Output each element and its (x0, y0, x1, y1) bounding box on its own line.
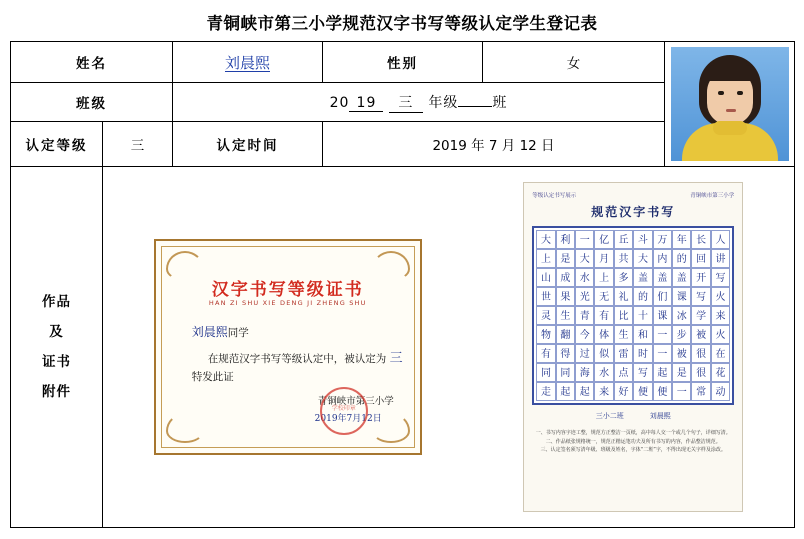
sheet-cell: 水 (594, 363, 613, 382)
time-value: 2019 年 7 月 12 日 (323, 122, 665, 167)
attachments-label-line-3: 证书 (42, 354, 71, 370)
sheet-title: 规范汉字书写 (591, 205, 676, 219)
sheet-cell: 斗 (633, 230, 652, 249)
attachments-area (103, 169, 794, 525)
certificate-name-line (192, 323, 249, 340)
certificate-org: 青铜峡市第三小学 (317, 396, 394, 407)
sheet-cell: 在 (711, 344, 730, 363)
sheet-cell: 开 (691, 268, 710, 287)
sheet-cell: 似 (594, 344, 613, 363)
class-no (458, 106, 492, 107)
sheet-cell: 有 (594, 306, 613, 325)
attachments-label-line-1: 作品 (42, 294, 71, 310)
sheet-cell: 同 (556, 363, 575, 382)
attachments-label (11, 287, 102, 407)
sheet-note-3: 三、认定签名须写清年级、班级及姓名，字体“二班”字，不得出现无关字样及涂改。 (540, 447, 726, 453)
name-value: 刘晨熙 (224, 53, 270, 72)
sheet-cell: 上 (536, 249, 555, 268)
certificate-body-line (208, 347, 403, 366)
sheet-cell: 的 (672, 249, 691, 268)
sheet-cell: 时 (633, 344, 652, 363)
page-title: 青铜峡市第三小学规范汉字书写等级认定学生登记表 (206, 14, 598, 33)
sheet-note-1: 一、书写内容字迹工整，规范方正整洁一页纸，高中每人交一个或几个句子，详细写清。 (535, 430, 731, 436)
sheet-cell: 花 (711, 363, 730, 382)
sheet-cell: 的 (633, 287, 652, 306)
gender-label: 性别 (323, 42, 483, 83)
sheet-cell: 今 (575, 325, 594, 344)
sheet-notes (532, 429, 734, 455)
attachments-cell (103, 167, 795, 528)
sheet-cell: 课 (672, 287, 691, 306)
student-photo (671, 47, 789, 161)
sheet-cell: 翻 (556, 325, 575, 344)
sheet-cell: 光 (575, 287, 594, 306)
sheet-cell: 写 (633, 363, 652, 382)
sheet-cell: 年 (672, 230, 691, 249)
sheet-cell: 果 (556, 287, 575, 306)
sheet-cell: 丘 (614, 230, 633, 249)
sheet-cell: 一 (653, 344, 672, 363)
sheet-cell: 海 (575, 363, 594, 382)
attachments-label-line-4: 附件 (42, 384, 71, 400)
sheet-cell: 点 (614, 363, 633, 382)
sheet-cell: 内 (653, 249, 672, 268)
sheet-header (532, 191, 734, 199)
sheet-cell: 礼 (614, 287, 633, 306)
attachments-label-line-2: 及 (49, 324, 64, 340)
sheet-cell: 利 (556, 230, 575, 249)
registration-form (10, 41, 795, 528)
sheet-cell: 大 (575, 249, 594, 268)
sheet-cell: 盖 (672, 268, 691, 287)
sheet-cell: 来 (594, 382, 613, 401)
class-line (330, 95, 508, 111)
sheet-header-right: 青铜峡市第三小学 (690, 193, 735, 199)
sheet-cell: 一 (653, 325, 672, 344)
sheet-cell: 好 (614, 382, 633, 401)
sheet-header-left: 等级认定书写展示 (532, 193, 577, 199)
sheet-cell: 便 (633, 382, 652, 401)
sheet-cell: 共 (614, 249, 633, 268)
sheet-cell: 水 (575, 268, 594, 287)
sheet-cell: 雷 (614, 344, 633, 363)
sheet-cell: 亿 (594, 230, 613, 249)
sheet-cell: 人 (711, 230, 730, 249)
sheet-cell: 世 (536, 287, 555, 306)
table-row (11, 167, 795, 528)
name-value-cell (173, 42, 323, 83)
sheet-cell: 回 (691, 249, 710, 268)
sheet-cell: 月 (594, 249, 613, 268)
sheet-cell: 生 (556, 306, 575, 325)
class-prefix: 20 (329, 94, 350, 111)
sheet-cell: 盖 (653, 268, 672, 287)
sheet-cell: 火 (711, 325, 730, 344)
sheet-cell: 和 (633, 325, 652, 344)
class-grade: 三 (389, 92, 423, 113)
certificate-footer: 特发此证 (191, 371, 234, 383)
sheet-cell: 步 (672, 325, 691, 344)
sheet-cell: 课 (653, 306, 672, 325)
sheet-cell: 盖 (633, 268, 652, 287)
sheet-cell: 起 (575, 382, 594, 401)
sheet-cell: 被 (672, 344, 691, 363)
sheet-cell: 过 (575, 344, 594, 363)
gender-value: 女 (483, 42, 665, 83)
sheet-signature (532, 411, 734, 421)
sheet-cell: 成 (556, 268, 575, 287)
sheet-note-2: 二、作品纸张规格统一，规范正楷运笔功夫及所有书写的内容，作品整洁规范。 (545, 438, 721, 445)
certificate-name: 刘晨熙 (191, 325, 228, 339)
sheet-cell: 是 (672, 363, 691, 382)
sheet-signature-class: 三小二班 (595, 412, 624, 420)
table-row (11, 42, 795, 83)
class-no-suffix: 班 (492, 94, 508, 111)
sheet-cell: 体 (594, 325, 613, 344)
sheet-cell: 山 (536, 268, 555, 287)
certificate-ornament-bottom-left (166, 413, 204, 443)
sheet-cell: 万 (653, 230, 672, 249)
certificate-pinyin: HAN ZI SHU XIE DENG JI ZHENG SHU (208, 299, 367, 307)
photo-eye-left (718, 91, 724, 95)
sheet-cell: 上 (594, 268, 613, 287)
sheet-cell: 同 (536, 363, 555, 382)
sheet-cell: 生 (614, 325, 633, 344)
time-label: 认定时间 (173, 122, 323, 167)
certificate-name-suffix: 同学 (227, 327, 249, 339)
sheet-cell: 很 (691, 344, 710, 363)
class-value-cell (173, 83, 665, 122)
photo-mouth (726, 109, 736, 112)
class-year: 19 (349, 95, 383, 112)
certificate-seal: 学校印章 (320, 387, 368, 435)
photo-fringe (703, 65, 757, 81)
sheet-cell: 灵 (536, 306, 555, 325)
level-label: 认定等级 (11, 122, 103, 167)
certificate-body-prefix: 在规范汉字书写等级认定中，被认定为 (207, 353, 387, 365)
sheet-cell: 青 (575, 306, 594, 325)
certificate-title: 汉字书写等级证书 (211, 280, 364, 300)
sheet-cell: 写 (691, 287, 710, 306)
certificate-date: 2019年7月12日 (314, 414, 382, 424)
sheet-signature-name: 刘晨熙 (649, 412, 671, 420)
sheet-cell: 来 (711, 306, 730, 325)
attachments-label-cell (11, 167, 103, 528)
sheet-cell: 走 (536, 382, 555, 401)
sheet-cell: 学 (691, 306, 710, 325)
sheet-cell: 起 (556, 382, 575, 401)
sheet-cell: 一 (575, 230, 594, 249)
certificate-image (154, 239, 422, 455)
sheet-cell: 起 (653, 363, 672, 382)
sheet-cell: 讲 (711, 249, 730, 268)
name-label: 姓名 (11, 42, 173, 83)
sheet-cell: 一 (672, 382, 691, 401)
sheet-cell: 长 (691, 230, 710, 249)
sheet-cell: 很 (691, 363, 710, 382)
sheet-cell: 是 (556, 249, 575, 268)
sheet-cell: 大 (536, 230, 555, 249)
sheet-cell: 多 (614, 268, 633, 287)
photo-cell (665, 42, 795, 167)
sheet-cell: 得 (556, 344, 575, 363)
sheet-cell: 常 (691, 382, 710, 401)
sheet-cell: 大 (633, 249, 652, 268)
sheet-cell: 物 (536, 325, 555, 344)
sheet-cell: 冰 (672, 306, 691, 325)
class-grade-suffix: 年级 (428, 94, 459, 111)
sheet-cell: 们 (653, 287, 672, 306)
certificate-level: 三 (389, 351, 403, 366)
photo-collar (713, 121, 747, 135)
sheet-cell: 便 (653, 382, 672, 401)
sheet-cell: 火 (711, 287, 730, 306)
sheet-cell: 被 (691, 325, 710, 344)
sheet-cell: 动 (711, 382, 730, 401)
sheet-grid (532, 226, 734, 405)
photo-eye-right (737, 91, 743, 95)
sheet-cell: 写 (711, 268, 730, 287)
sheet-cell: 无 (594, 287, 613, 306)
sheet-cell: 比 (614, 306, 633, 325)
sheet-cell: 十 (633, 306, 652, 325)
sheet-grid-cells (536, 230, 730, 401)
calligraphy-sheet-image (523, 182, 743, 512)
class-label: 班级 (11, 83, 173, 122)
sheet-cell: 有 (536, 344, 555, 363)
level-value: 三 (103, 122, 173, 167)
